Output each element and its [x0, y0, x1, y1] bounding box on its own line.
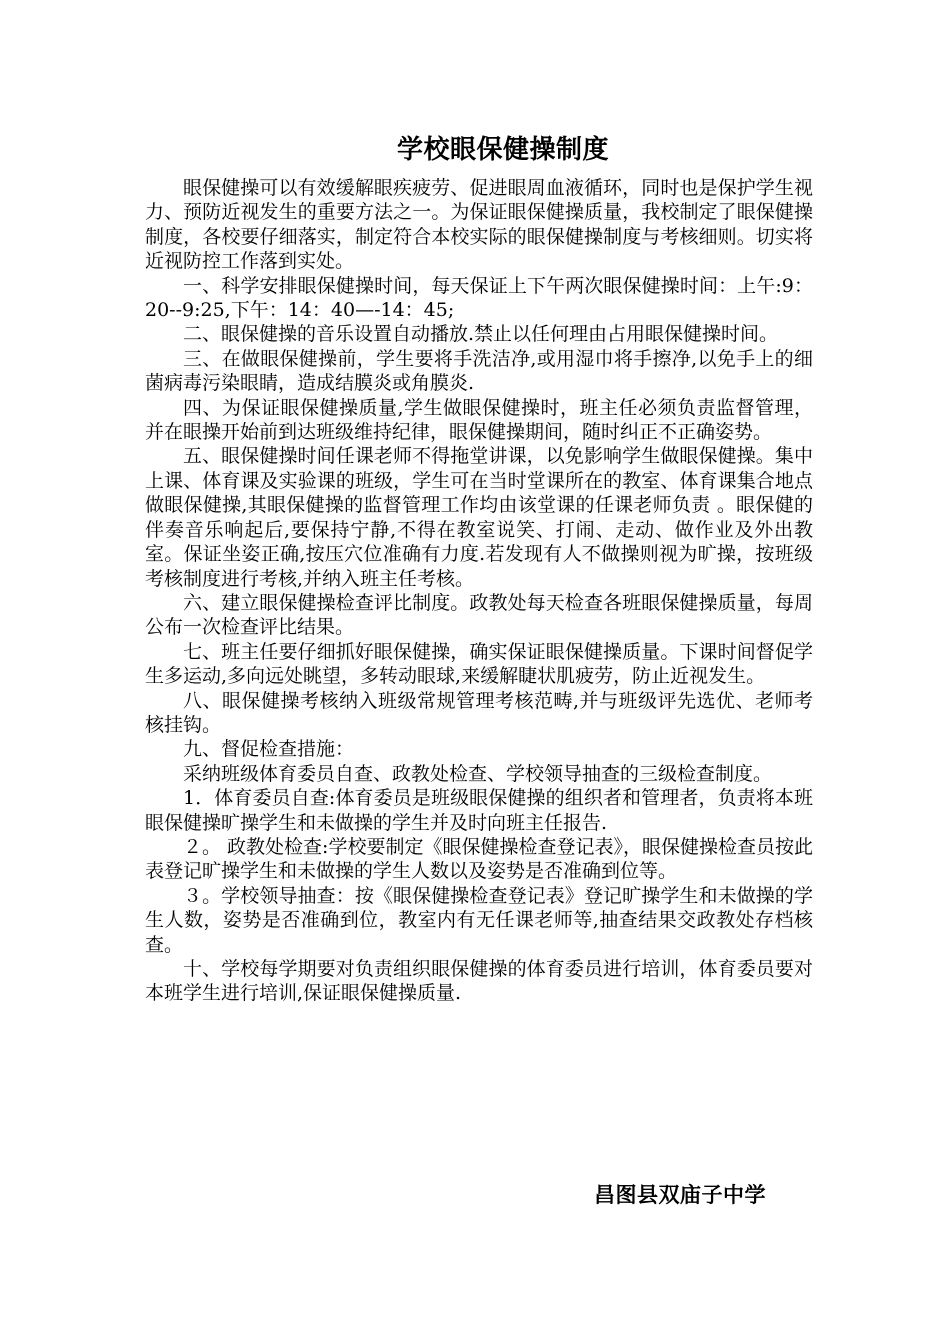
rule-9-overview-paragraph: 采纳班级体育委员自查、政教处检查、学校领导抽查的三级检查制度。 [183, 762, 773, 785]
rule-9-paragraph: 九、督促检查措施： [183, 738, 355, 761]
rule-4-paragraph: 四、为保证眼保健操质量,学生做眼保健操时，班主任必须负责监督管理，并在眼操开始前到达班级维持纪律，眼保健操期间，随时纠正不正确姿势。 [145, 396, 813, 444]
rule-9-item-1-paragraph: 1．体育委员自查:体育委员是班级眼保健操的组织者和管理者，负责将本班眼保健操旷操学生和未做操的学生并及时向班主任报告. [145, 787, 813, 834]
document-title: 学校眼保健操制度 [396, 135, 609, 165]
rule-8-paragraph: 八、眼保健操考核纳入班级常规管理考核范畴,并与班级评先选优、老师考核挂钩。 [145, 689, 813, 736]
rule-1-paragraph: 一、科学安排眼保健操时间，每天保证上下午两次眼保健操时间：上午:9：20--9:25,下午：14：40—-14：45; [145, 274, 813, 322]
rule-2-paragraph: 二、眼保健操的音乐设置自动播放.禁止以任何理由占用眼保健操时间。 [183, 323, 779, 346]
school-signature: 昌图县双庙子中学 [594, 1182, 766, 1207]
rule-3-paragraph: 三、在做眼保健操前，学生要将手洗洁净,或用湿巾将手擦净,以免手上的细菌病毒污染眼睛，造成结膜炎或角膜炎. [145, 347, 813, 395]
rule-6-paragraph: 六、建立眼保健操检查评比制度。政教处每天检查各班眼保健操质量，每周公布一次检查评比结果。 [145, 591, 813, 639]
rule-9-item-3-paragraph: ３。学校领导抽查：按《眼保健操检查登记表》登记旷操学生和未做操的学生人数，姿势是否准确到位，教室内有无任课老师等,抽查结果交政教处存档核查。 [145, 884, 813, 956]
rule-5-paragraph: 五、眼保健操时间任课老师不得拖堂讲课，以免影响学生做眼保健操。集中上课、体育课及实验课的班级，学生可在当时堂课所在的教室、体育课集合地点做眼保健操,其眼保健操的监督管理工作均由该堂课的任课老师负责 。眼保健的伴奏音乐响起后,要保持宁静,不得在教室说笑、打闹、走动、做作业及外出教室。保证坐姿正确,按压穴位准确有力度.若发现有人不做操则视为旷操，按班级考核制度进行考核,并纳入班主任考核。 [145, 445, 813, 590]
intro-paragraph: 眼保健操可以有效缓解眼疾疲劳、促进眼周血液循环，同时也是保护学生视力、预防近视发生的重要方法之一。为保证眼保健操质量，我校制定了眼保健操制度，各校要仔细落实，制定符合本校实际的眼保健操制度与考核细则。切实将近视防控工作落到实处。 [145, 177, 813, 273]
rule-7-paragraph: 七、班主任要仔细抓好眼保健操，确实保证眼保健操质量。下课时间督促学生多运动,多向远处眺望，多转动眼球,来缓解睫状肌疲劳，防止近视发生。 [145, 640, 813, 688]
document-body [145, 176, 813, 1006]
rule-9-item-2-paragraph: ２。 政教处检查:学校要制定《眼保健操检查登记表》，眼保健操检查员按此表登记旷操学生和未做操的学生人数以及姿势是否准确到位等。 [145, 835, 813, 883]
rule-10-paragraph: 十、学校每学期要对负责组织眼保健操的体育委员进行培训，体育委员要对本班学生进行培训,保证眼保健操质量. [145, 958, 813, 1005]
